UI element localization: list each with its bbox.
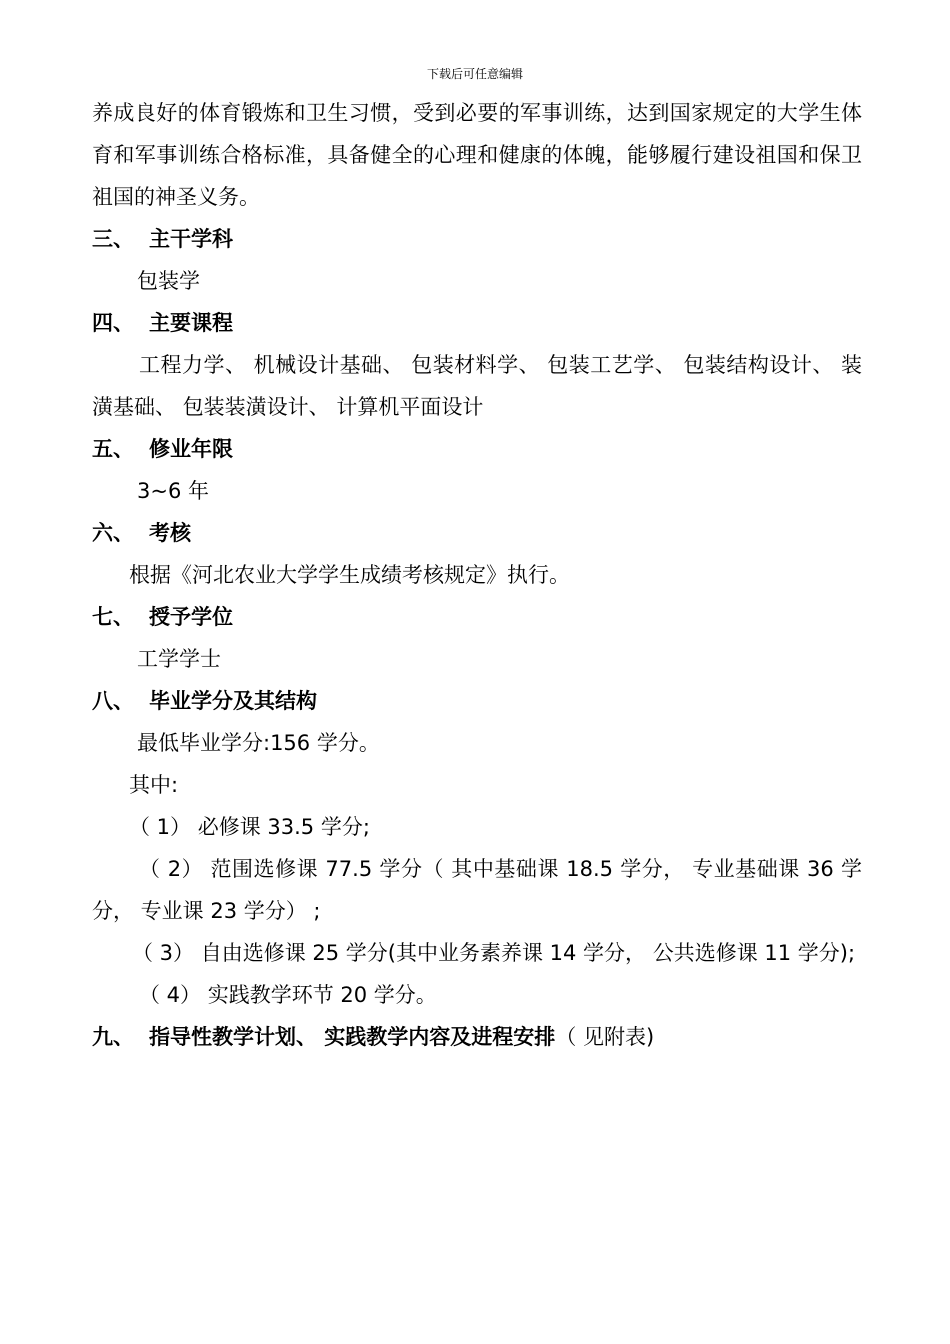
section-title: 修业年限 bbox=[149, 437, 233, 461]
credit-item-3: （ 3） 自由选修课 25 学分(其中业务素养课 14 学分， 公共选修课 11 学分); bbox=[132, 941, 856, 965]
section-number: 三、 bbox=[92, 227, 134, 251]
section-heading-5 bbox=[92, 428, 862, 470]
intro-paragraph: 养成良好的体育锻炼和卫生习惯，受到必要的军事训练，达到国家规定的大学生体育和军事训练合格标准，具备健全的心理和健康的体魄，能够履行建设祖国和保卫祖国的神圣义务。 bbox=[92, 101, 862, 209]
section-heading-7 bbox=[92, 596, 862, 638]
header-note: 下载后可任意编辑 bbox=[426, 67, 523, 81]
section-body-6: 根据《河北农业大学学生成绩考核规定》执行。 bbox=[129, 563, 570, 587]
credit-item-2: （ 2） 范围选修课 77.5 学分（ 其中基础课 18.5 学分， 专业基础课 36 学分， 专业课 23 学分） ; bbox=[92, 857, 862, 923]
section-heading-9 bbox=[92, 1016, 862, 1058]
min-credits-line: 最低毕业学分:156 学分。 bbox=[137, 731, 380, 755]
section-title: 主要课程 bbox=[149, 311, 233, 335]
section-number: 五、 bbox=[92, 437, 134, 461]
section-body-5: 3~6 年 bbox=[137, 479, 209, 503]
section-title: 授予学位 bbox=[149, 605, 233, 629]
section-number: 七、 bbox=[92, 605, 134, 629]
section-title: 主干学科 bbox=[149, 227, 233, 251]
section-number: 六、 bbox=[92, 521, 134, 545]
among-line: 其中: bbox=[129, 773, 179, 797]
section-title: 毕业学分及其结构 bbox=[149, 689, 317, 713]
credit-item-1: （ 1） 必修课 33.5 学分; bbox=[129, 815, 370, 839]
credit-item-4: （ 4） 实践教学环节 20 学分。 bbox=[139, 983, 437, 1007]
section-title: 考核 bbox=[149, 521, 191, 545]
section-number: 九、 bbox=[92, 1025, 134, 1049]
section-heading-6 bbox=[92, 512, 862, 554]
section-heading-3 bbox=[92, 218, 862, 260]
section-number: 八、 bbox=[92, 689, 134, 713]
section-heading-4 bbox=[92, 302, 862, 344]
section-title-tail: （ 见附表) bbox=[555, 1025, 655, 1049]
section-title: 指导性教学计划、 实践教学内容及进程安排 bbox=[149, 1025, 556, 1049]
section-body-4: 工程力学、 机械设计基础、 包装材料学、 包装工艺学、 包装结构设计、 装潢基础、 包装装潢设计、 计算机平面设计 bbox=[92, 353, 862, 419]
section-body-3: 包装学 bbox=[137, 269, 200, 293]
section-body-7: 工学学士 bbox=[137, 647, 221, 671]
section-number: 四、 bbox=[92, 311, 134, 335]
section-heading-8 bbox=[92, 680, 862, 722]
document-body bbox=[92, 92, 862, 1058]
